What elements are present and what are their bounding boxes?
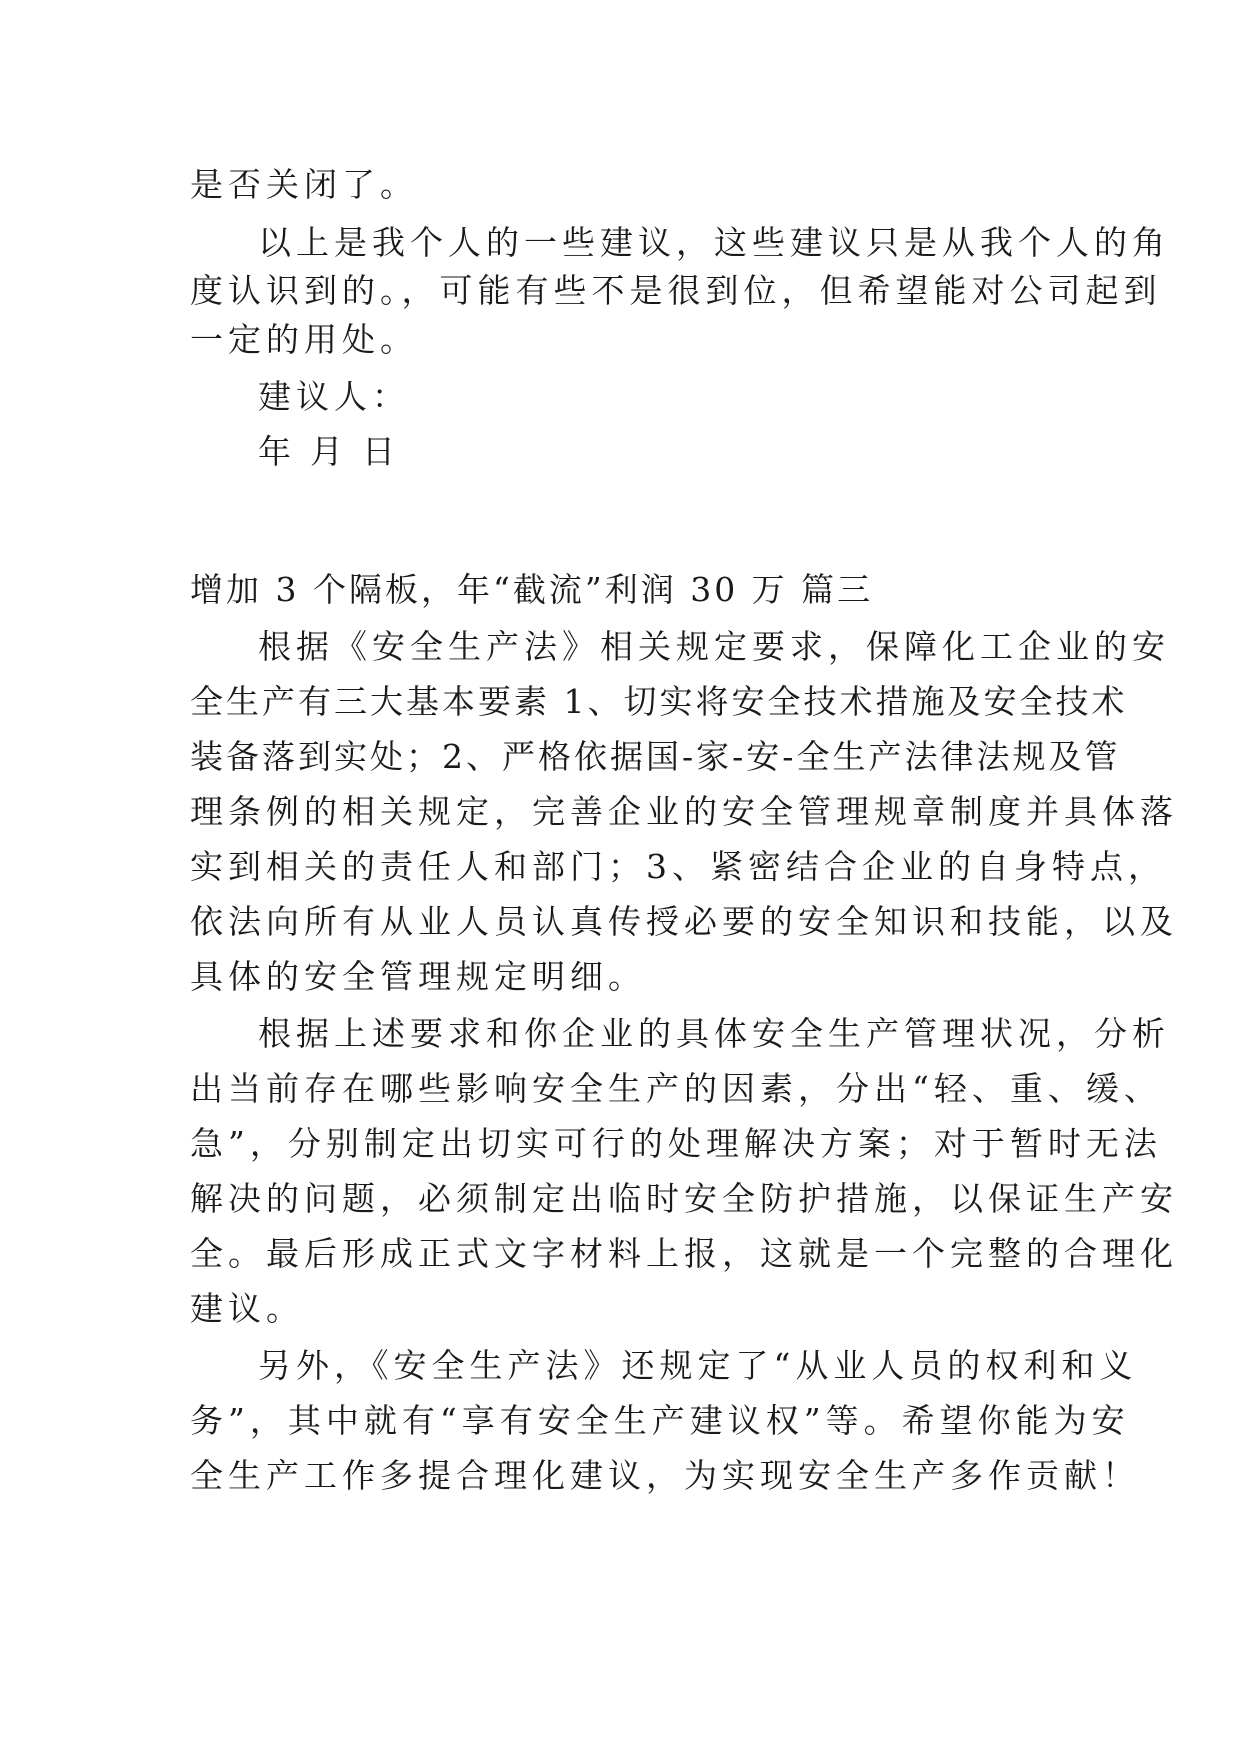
body-line: 全。最后形成正式文字材料上报，这就是一个完整的合理化 (190, 1234, 1178, 1273)
body-line: 一定的用处。 (190, 320, 418, 359)
body-line: 具体的安全管理规定明细。 (190, 957, 646, 996)
signature-label: 建议人： (258, 377, 410, 416)
date-month: 月 (310, 432, 348, 471)
body-line: 理条例的相关规定，完善企业的安全管理规章制度并具体落 (190, 792, 1178, 831)
body-line: 出当前存在哪些影响安全生产的因素，分出“轻、重、缓、 (190, 1069, 1162, 1108)
body-line: 依法向所有从业人员认真传授必要的安全知识和技能，以及 (190, 902, 1178, 941)
section-heading: 增加 3 个隔板，年“截流”利润 30 万 篇三 (190, 570, 874, 609)
body-line: 根据《安全生产法》相关规定要求，保障化工企业的安 (258, 627, 1170, 666)
date-year: 年 (258, 432, 296, 471)
body-line: 务”，其中就有“享有安全生产建议权”等。希望你能为安 (190, 1401, 1130, 1440)
body-line: 急”，分别制定出切实可行的处理解决方案；对于暂时无法 (190, 1124, 1162, 1163)
body-line: 以上是我个人的一些建议，这些建议只是从我个人的角 (258, 223, 1170, 262)
date-day: 日 (362, 432, 400, 471)
date-line (258, 430, 400, 474)
body-line: 装备落到实处；2、严格依据国-家-安-全生产法律法规及管 (190, 737, 1121, 776)
body-line: 度认识到的。，可能有些不是很到位，但希望能对公司起到 (190, 271, 1162, 310)
body-line: 解决的问题，必须制定出临时安全防护措施，以保证生产安 (190, 1179, 1178, 1218)
body-line: 全生产有三大基本要素 1、切实将安全技术措施及安全技术 (190, 682, 1128, 721)
body-line: 根据上述要求和你企业的具体安全生产管理状况，分析 (258, 1014, 1170, 1053)
body-line: 是否关闭了。 (190, 165, 418, 204)
body-line: 实到相关的责任人和部门；3、紧密结合企业的自身特点， (190, 847, 1166, 886)
body-line: 另外，《安全生产法》还规定了“从业人员的权利和义 (258, 1346, 1138, 1385)
body-line: 全生产工作多提合理化建议，为实现安全生产多作贡献！ (190, 1456, 1140, 1495)
body-line: 建议。 (190, 1289, 304, 1328)
